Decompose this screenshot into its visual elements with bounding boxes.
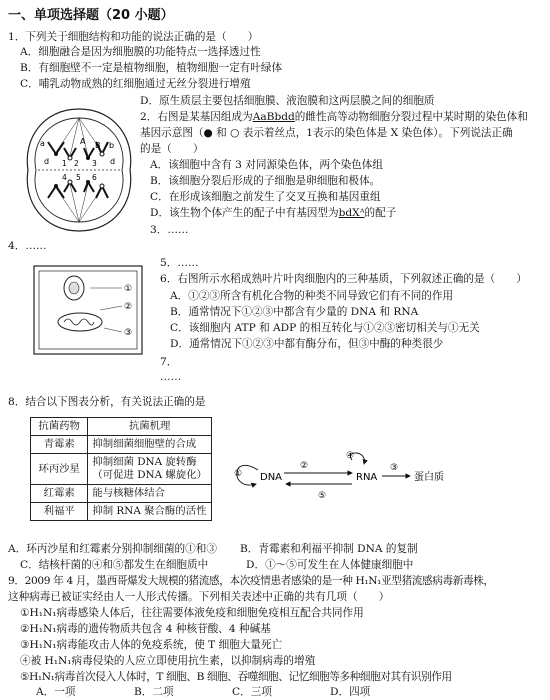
step-label-1: ①	[234, 469, 243, 479]
chromosome-number: 1	[62, 159, 67, 168]
gene-label: d	[44, 157, 50, 166]
table-row	[31, 436, 212, 454]
gene-label: a	[40, 139, 45, 148]
table-cell-line: （可促进 DNA 螺旋化）	[92, 469, 207, 481]
table-row	[31, 503, 212, 521]
q9-stem-line2: 这种病毒已被证实经由人一人形式传播。下列相关表述中正确的共有几项（ ）	[8, 591, 390, 603]
q2-option-c: C．在形成该细胞之前发生了交叉互换和基因重组	[150, 191, 381, 203]
q8-option-b: B．青霉素和利福平抑制 DNA 的复制	[240, 543, 418, 555]
table-cell: 青霉素	[31, 436, 88, 454]
antibiotic-table	[30, 417, 212, 521]
q5-stub: 5．……	[160, 257, 199, 269]
q2-genotype: AaBbdd	[252, 111, 295, 123]
table-header: 抗菌机理	[88, 418, 212, 436]
chromosome-number: 6	[92, 173, 97, 182]
matrix-label-3: ③	[124, 328, 133, 338]
q2-stem-line3: 的是（ ）	[140, 143, 204, 155]
chromosome-number: 5	[76, 173, 81, 182]
q6-option-d: D．通常情况下①②③中都有酶分布，但③中酶的种类很少	[170, 338, 444, 350]
gene-label: d	[110, 157, 116, 166]
chromosome-number: 2	[74, 159, 79, 168]
step-label-4: ④	[346, 451, 355, 461]
table-cell: 抑制细菌细胞壁的合成	[88, 436, 212, 454]
q2-option-d	[150, 207, 396, 220]
q7-ellipsis: ……	[160, 371, 182, 383]
chromosome-number: 3	[92, 159, 97, 168]
q2-text: 的配子	[364, 207, 397, 219]
q9-statement-4: ④被 H₁N₁病毒侵染的人应立即使用抗生素，以抑制病毒的增殖	[20, 655, 316, 667]
q2-option-a: A．该细胞中含有 3 对同源染色体，两个染色体组	[150, 159, 383, 171]
q9-stem-line1: 9．2009 年 4 月，墨西哥爆发大规模的猪流感，本次疫情患者感染的是一种 H₁N₁亚型猪流感病毒新毒株，	[8, 575, 494, 587]
q1-option-c: C．哺乳动物成熟的红细胞通过无丝分裂进行增殖	[20, 78, 251, 90]
table-cell-line: 抑制细菌 DNA 旋转酶	[92, 456, 197, 468]
dividing-cell-diagram	[18, 104, 140, 236]
q2-text: 2．右图是某基因组成为	[140, 111, 253, 123]
q3-stub: 3．……	[150, 224, 189, 236]
q2-text: D．该生物个体产生的配子中有基因型为	[150, 207, 339, 219]
table-cell: 红霉素	[31, 485, 88, 503]
table-row	[31, 454, 212, 485]
table-cell: 环丙沙星	[31, 454, 88, 485]
q2-gamete: bdXᴬ	[338, 207, 365, 219]
q8-option-a: A．环丙沙星和红霉素分别抑制细菌的①和③	[8, 543, 217, 555]
table-cell: 抑制 RNA 聚合酶的活性	[88, 503, 212, 521]
matrix-label-2: ②	[124, 302, 133, 312]
q4-stub: 4．……	[8, 240, 47, 252]
q9-option-c: C．三项	[232, 686, 272, 698]
table-header: 抗菌药物	[31, 418, 88, 436]
step-label-5: ⑤	[318, 491, 327, 501]
table-header-row	[31, 418, 212, 436]
protein-label: 蛋白质	[414, 472, 444, 483]
q7-stub: 7．	[160, 356, 178, 368]
table-cell	[88, 454, 212, 485]
central-dogma-diagram	[226, 448, 456, 504]
gene-label: B	[95, 141, 101, 150]
leaf-cell-diagram	[30, 262, 148, 360]
q9-statement-3: ③H₁N₁病毒能攻击人体的免疫系统，使 T 细胞大量死亡	[20, 639, 283, 651]
chromosome-number: 4	[62, 173, 67, 182]
q8-stem: 8．结合以下图表分析，有关说法正确的是	[8, 396, 206, 408]
q2-option-b: B．该细胞分裂后形成的子细胞是卵细胞和极体。	[150, 175, 381, 187]
q8-option-c: C．结核杆菌的④和⑤都发生在细胞质中	[20, 559, 209, 571]
q1-option-d: D．原生质层主要包括细胞膜、液泡膜和这两层膜之间的细胞质	[140, 95, 435, 107]
q6-option-c: C．该细胞内 ATP 和 ADP 的相互转化与①②③密切相关与①无关	[170, 322, 480, 334]
q6-stem: 6．右图所示水稻成熟叶片叶肉细胞内的三种基质，下列叙述正确的是（ ）	[160, 273, 527, 285]
dna-label: DNA	[260, 472, 283, 483]
q9-statement-5: ⑤H₁N₁病毒首次侵入人体时，T 细胞、B 细胞、吞噬细胞、记忆细胞等多种细胞对其有识别作用	[20, 671, 452, 683]
rna-label: RNA	[356, 472, 378, 483]
q1-option-a: A．细胞融合是因为细胞膜的功能特点一选择透过性	[20, 46, 261, 58]
q8-option-d: D．①～⑤可发生在人体健康细胞中	[246, 559, 414, 571]
step-label-3: ③	[390, 463, 399, 473]
q9-statement-2: ②H₁N₁病毒的遗传物质共包含 4 种核苷酸、4 种碱基	[20, 623, 271, 635]
gene-label: A	[80, 137, 86, 146]
q2-text: 的雌性高等动物细胞分裂过程中某时期的染色体和	[294, 111, 528, 123]
q9-option-b: B．二项	[134, 686, 174, 698]
step-label-2: ②	[300, 461, 309, 471]
gene-label: b	[109, 141, 115, 150]
q9-option-a: A．一项	[36, 686, 76, 698]
matrix-label-1: ①	[124, 284, 133, 294]
q9-option-d: D．四项	[330, 686, 371, 698]
table-row	[31, 485, 212, 503]
q1-stem: 1．下列关于细胞结构和功能的说法正确的是（ ）	[8, 31, 259, 43]
q6-option-a: A．①②③所含有机化合物的种类不同导致它们有不同的作用	[170, 290, 454, 302]
table-cell: 能与核糖体结合	[88, 485, 212, 503]
q6-option-b: B．通常情况下①②③中都含有少量的 DNA 和 RNA	[170, 306, 419, 318]
q2-stem-line1	[140, 111, 528, 124]
q9-statement-1: ①H₁N₁病毒感染人体后，往往需要体液免疫和细胞免疫相互配合共同作用	[20, 607, 364, 619]
section-title: 一、单项选择题（20 小题）	[8, 8, 174, 23]
table-cell: 利福平	[31, 503, 88, 521]
q2-stem-line2: 基因示意图（● 和 ○ 表示着丝点，1表示的染色体是 X 染色体）。下列说法正确	[140, 127, 513, 139]
q1-option-b: B．有细胞壁不一定是植物细胞，植物细胞一定有叶绿体	[20, 62, 283, 74]
